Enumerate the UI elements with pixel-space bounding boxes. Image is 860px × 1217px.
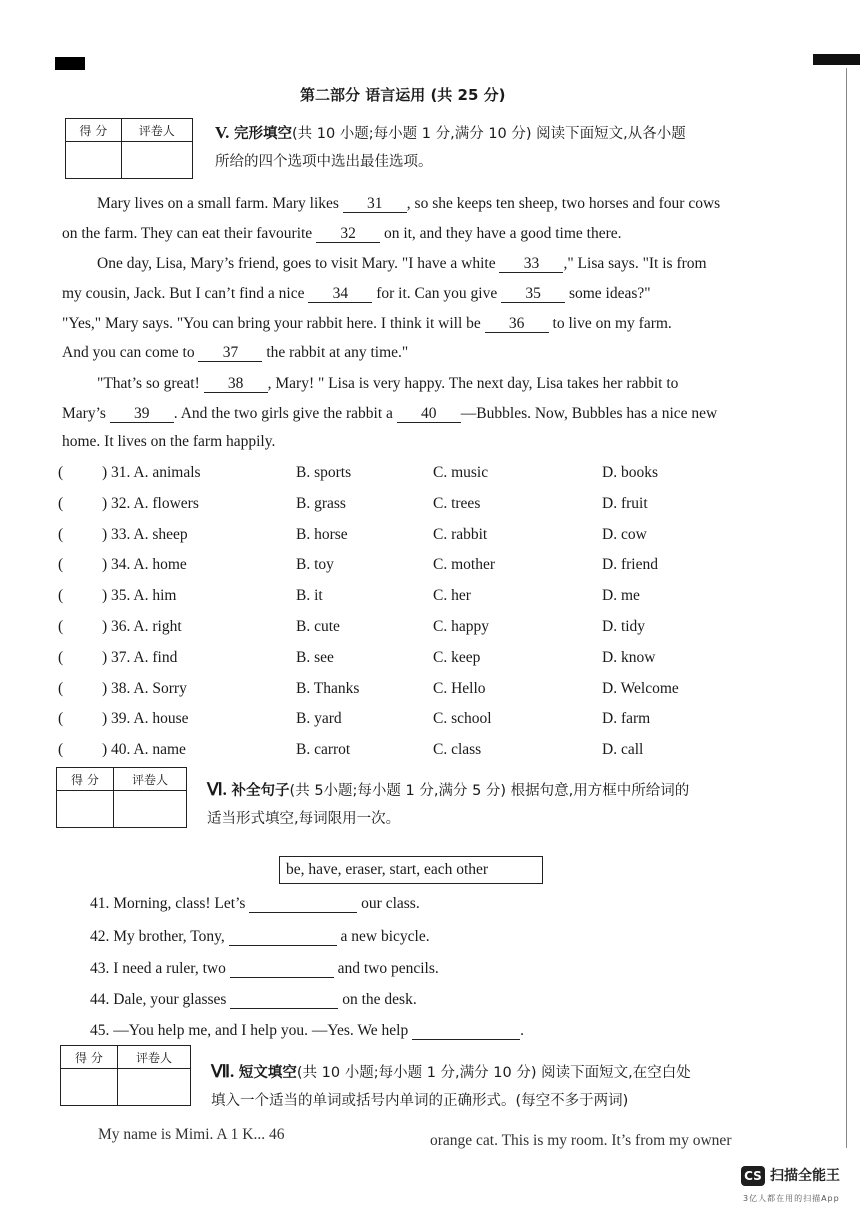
- answer-paren: (: [58, 494, 64, 512]
- passage-line: [97, 255, 707, 273]
- question-option-c: C. trees: [433, 494, 481, 512]
- score-label: 得 分: [57, 768, 114, 791]
- sentence-text: 45. —You help me, and I help you. —Yes. We help: [90, 1022, 413, 1039]
- question-option-d: D. tidy: [602, 618, 646, 635]
- sentence-text: our class.: [357, 895, 420, 912]
- passage-text: my cousin, Jack. But I can’t find a nice: [62, 285, 309, 302]
- answer-paren: (: [58, 679, 64, 697]
- grader-label: 评卷人: [117, 1046, 190, 1069]
- grader-label: 评卷人: [121, 119, 192, 142]
- answer-paren: (: [58, 525, 64, 543]
- score-cell: [66, 142, 122, 179]
- answer-paren: (: [58, 587, 64, 605]
- passage-line: [97, 375, 678, 393]
- grader-label: 评卷人: [113, 768, 186, 791]
- sentence-text: 41. Morning, class! Let’s: [90, 895, 250, 912]
- word-box: be, have, eraser, start, each other: [279, 856, 543, 884]
- question-option-b: B. grass: [296, 494, 346, 512]
- answer-paren: (: [58, 710, 64, 728]
- passage-text: to live on my farm.: [548, 315, 672, 332]
- sentence-item: [90, 895, 420, 913]
- answer-paren: (: [58, 648, 64, 666]
- answer-blank[interactable]: [412, 1023, 520, 1040]
- question-option-c: C. rabbit: [433, 525, 488, 543]
- question-option-c: C. music: [433, 464, 489, 481]
- passage-text: —Bubbles. Now, Bubbles has a nice new: [460, 405, 718, 422]
- sentence-item: [90, 991, 417, 1009]
- question-option-a: ) 40. A. name: [102, 741, 186, 759]
- answer-blank: 32: [316, 226, 380, 243]
- section-7-heading: Ⅶ. 短文填空(共 10 小题;每小题 1 分,满分 10 分) 阅读下面短文,在空白处 填入一个适当的单词或括号内单词的正确形式。(每空不多于两词): [211, 1062, 691, 1109]
- question-option-b: B. toy: [296, 556, 334, 574]
- passage-line: [97, 195, 720, 213]
- sentence-text: and two pencils.: [333, 960, 439, 977]
- passage-text: Mary’s: [62, 405, 110, 422]
- answer-blank: 39: [110, 406, 174, 423]
- answer-blank: 37: [198, 345, 262, 362]
- question-option-c: C. her: [433, 587, 471, 605]
- sentence-item: [90, 1022, 524, 1040]
- passage-text: some ideas?": [565, 285, 651, 302]
- passage-text: ," Lisa says. "It is from: [563, 255, 707, 272]
- question-option-b: B. yard: [296, 710, 342, 728]
- sentence-text: 43. I need a ruler, two: [90, 960, 230, 977]
- answer-blank: 33: [499, 256, 563, 273]
- question-option-d: D. farm: [602, 710, 651, 728]
- passage-line: [62, 285, 651, 303]
- answer-paren: (: [58, 618, 64, 635]
- score-label: 得 分: [66, 119, 122, 142]
- score-table-7: [60, 1045, 191, 1106]
- passage-text: the rabbit at any time.": [262, 344, 409, 361]
- question-option-d: D. me: [602, 587, 640, 605]
- answer-blank: 38: [204, 376, 268, 393]
- score-cell: [61, 1069, 118, 1106]
- answer-blank: 40: [397, 406, 461, 423]
- question-option-d: D. know: [602, 648, 656, 666]
- question-option-a: ) 32. A. flowers: [102, 494, 199, 512]
- answer-blank: 35: [501, 286, 565, 303]
- score-cell: [57, 791, 114, 828]
- passage-text: Mary lives on a small farm. Mary likes: [97, 195, 343, 212]
- part-title: 第二部分 语言运用 (共 25 分): [300, 86, 506, 104]
- grader-cell: [117, 1069, 190, 1106]
- answer-blank[interactable]: [229, 929, 337, 946]
- question-option-a: ) 39. A. house: [102, 710, 189, 728]
- grader-cell: [121, 142, 192, 179]
- answer-blank[interactable]: [230, 961, 334, 978]
- answer-blank[interactable]: [230, 992, 338, 1009]
- answer-paren: (: [58, 464, 64, 481]
- answer-blank: 31: [343, 196, 407, 213]
- score-table-6: [56, 767, 187, 828]
- camscanner-logo-icon: CS: [741, 1166, 765, 1186]
- grader-cell: [113, 791, 186, 828]
- score-table-5: [65, 118, 193, 179]
- page-edge-line: [846, 68, 847, 1148]
- question-option-c: C. class: [433, 741, 482, 759]
- answer-paren: (: [58, 741, 64, 759]
- passage-text: And you can come to: [62, 344, 199, 361]
- question-option-b: B. horse: [296, 525, 348, 543]
- question-option-a: ) 35. A. him: [102, 587, 177, 605]
- question-option-d: D. call: [602, 741, 644, 759]
- question-option-b: B. carrot: [296, 741, 351, 759]
- question-option-b: B. it: [296, 587, 323, 605]
- question-option-d: D. fruit: [602, 494, 648, 512]
- question-option-d: D. books: [602, 464, 658, 481]
- question-option-c: C. mother: [433, 556, 495, 574]
- question-option-c: C. happy: [433, 618, 489, 635]
- question-option-c: C. keep: [433, 648, 481, 666]
- passage-text: "Yes," Mary says. "You can bring your rabbit here. I think it will be: [62, 315, 485, 332]
- question-option-b: B. sports: [296, 464, 352, 481]
- passage-line: [62, 344, 408, 362]
- passage-text: home. It lives on the farm happily.: [62, 433, 276, 450]
- passage-text: , Mary! " Lisa is very happy. The next day, Lisa takes her rabbit to: [267, 375, 679, 392]
- score-label: 得 分: [61, 1046, 118, 1069]
- question-option-d: D. Welcome: [602, 679, 679, 697]
- cut-off-line-left: My name is Mimi. A 1 K... 46: [98, 1126, 285, 1143]
- sentence-text: 42. My brother, Tony,: [90, 928, 229, 945]
- question-option-b: B. Thanks: [296, 679, 360, 697]
- sentence-text: 44. Dale, your glasses: [90, 991, 231, 1008]
- passage-text: on the farm. They can eat their favourite: [62, 225, 317, 242]
- answer-paren: (: [58, 556, 64, 574]
- answer-blank: 34: [308, 286, 372, 303]
- answer-blank[interactable]: [249, 896, 357, 913]
- section-5-heading: V. 完形填空(共 10 小题;每小题 1 分,满分 10 分) 阅读下面短文,从各小题 所给的四个选项中选出最佳选项。: [215, 123, 686, 170]
- passage-text: , so she keeps ten sheep, two horses and four cows: [406, 195, 721, 212]
- question-option-c: C. Hello: [433, 679, 486, 697]
- sentence-text: a new bicycle.: [336, 928, 430, 945]
- passage-line: [62, 315, 672, 333]
- camscanner-name: 扫描全能王: [770, 1168, 840, 1184]
- page-marker-left: [55, 57, 85, 70]
- question-option-a: ) 38. A. Sorry: [102, 679, 187, 697]
- passage-text: . And the two girls give the rabbit a: [173, 405, 397, 422]
- question-option-b: B. see: [296, 648, 334, 666]
- question-option-a: ) 31. A. animals: [102, 464, 201, 481]
- question-option-d: D. cow: [602, 525, 647, 543]
- passage-text: "That’s so great!: [97, 375, 204, 392]
- question-option-b: B. cute: [296, 618, 340, 635]
- question-option-a: ) 34. A. home: [102, 556, 187, 574]
- page-marker-right: [813, 54, 860, 65]
- passage-text: on it, and they have a good time there.: [380, 225, 622, 242]
- question-option-a: ) 36. A. right: [102, 618, 182, 635]
- question-option-d: D. friend: [602, 556, 658, 574]
- sentence-text: .: [520, 1022, 524, 1039]
- passage-line: [62, 225, 622, 243]
- passage-text: for it. Can you give: [372, 285, 502, 302]
- passage-line: [62, 405, 717, 423]
- question-option-c: C. school: [433, 710, 492, 728]
- passage-text: One day, Lisa, Mary’s friend, goes to visit Mary. "I have a white: [97, 255, 500, 272]
- cut-off-line-right: orange cat. This is my room. It’s from my owner: [430, 1132, 732, 1149]
- sentence-text: on the desk.: [338, 991, 417, 1008]
- question-option-a: ) 37. A. find: [102, 648, 178, 666]
- section-6-heading: Ⅵ. 补全句子(共 5小题;每小题 1 分,满分 5 分) 根据句意,用方框中所给词的 适当形式填空,每词限用一次。: [207, 780, 690, 827]
- question-option-a: ) 33. A. sheep: [102, 525, 188, 543]
- sentence-item: [90, 960, 439, 978]
- passage-line: [62, 433, 275, 451]
- answer-blank: 36: [485, 316, 549, 333]
- sentence-item: [90, 928, 430, 946]
- camscanner-tagline: 3亿人都在用的扫描App: [743, 1194, 840, 1203]
